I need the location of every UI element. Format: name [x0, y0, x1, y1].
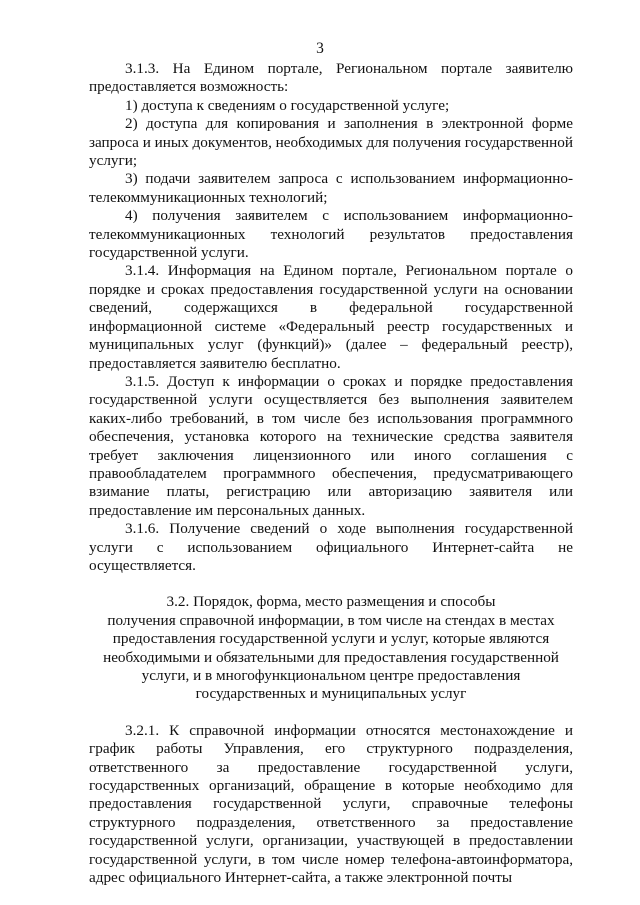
document-body [89, 60, 573, 887]
paragraph-3-1-3: 3.1.3. На Едином портале, Региональном портале заявителю предоставляется возможность: [89, 60, 573, 96]
list-item-3: 3) подачи заявителем запроса с использованием информационно-телекоммуникационных технологий; [89, 170, 573, 206]
paragraph-3-1-6: 3.1.6. Получение сведений о ходе выполнения государственной услуги с использованием официального Интернет-сайта не осуществляется. [89, 520, 573, 574]
paragraph-3-1-4: 3.1.4. Информация на Едином портале, Региональном портале о порядке и сроках предоставления государственной услуги на основании сведений, содержащихся в федеральной государственной информационной системе «Федеральный реестр государственных и муниципальных услуг (функций)» (далее – федеральный реестр), предоставляется заявителю бесплатно. [89, 262, 573, 372]
section-heading-line: государственных и муниципальных услуг [195, 685, 467, 703]
page-number: 3 [316, 40, 324, 57]
list-item-4: 4) получения заявителем с использованием информационно-телекоммуникационных технологий результатов предоставления государственной услуги. [89, 207, 573, 262]
section-heading-line: предоставления государственной услуги и услуг, которые являются [112, 630, 550, 648]
section-heading-line: услуги, и в многофункциональном центре предоставления [141, 667, 521, 684]
section-heading-line: получения справочной информации, в том числе на стендах в местах [107, 611, 555, 629]
section-heading-line: необходимыми и обязательными для предоставления государственной [103, 648, 559, 666]
list-item-1: 1) доступа к сведениям о государственной услуге; [125, 96, 450, 114]
list-item-2: 2) доступа для копирования и заполнения в электронной форме запроса и иных документов, необходимых для получения государственной услуги; [89, 115, 573, 170]
paragraph-3-1-5: 3.1.5. Доступ к информации о сроках и порядке предоставления государственной услуги осуществляется без выполнения заявителем каких-либо требований, в том числе без использования программного обеспечения, установка которого на технические средства заявителя требует заключения лицензионного или иного соглашения с правообладателем программного обеспечения, предусматривающего взимание платы, регистрацию или авторизацию заявителя или предоставление им персональных данных. [89, 372, 573, 519]
section-heading-line: 3.2. Порядок, форма, место размещения и способы [166, 593, 496, 611]
paragraph-3-2-1: 3.2.1. К справочной информации относятся местонахождение и график работы Управления, его структурного подразделения, ответственного за предоставление государственной услуги, государственных организаций, обращение в которые необходимо для предоставления государственной услуги, справочные телефоны структурного подразделения, ответственного за предоставление государственной услуги, организации, участвующей в предоставлении государственной услуги, в том числе номер телефона-автоинформатора, адрес официального Интернет-сайта, а также электронной почты [89, 721, 573, 887]
section-heading-3-2 [89, 593, 573, 703]
